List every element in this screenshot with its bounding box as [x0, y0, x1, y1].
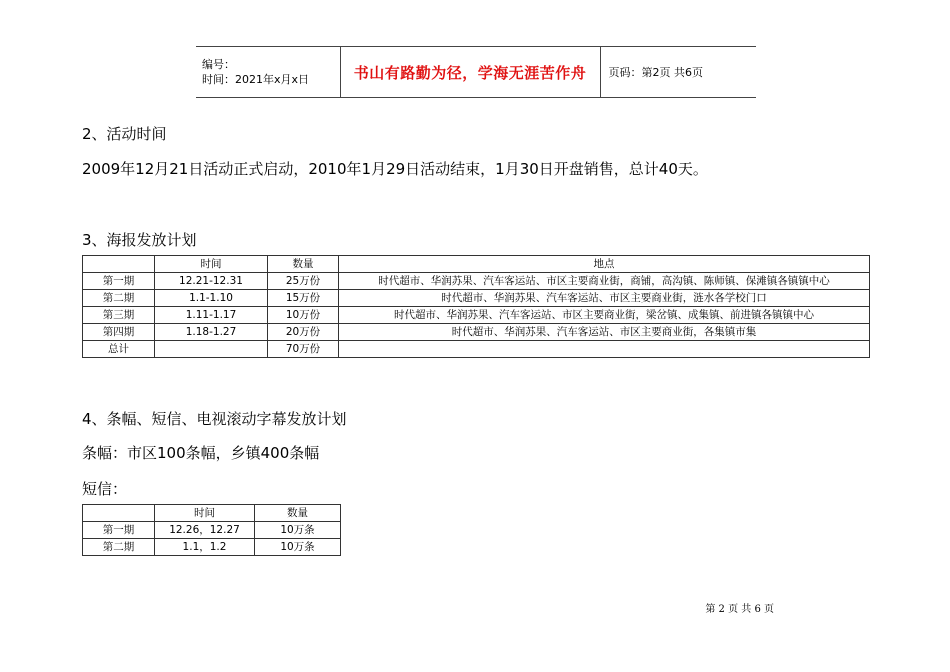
number-label: 编号：: [202, 58, 235, 71]
table-cell: 1.11-1.17: [155, 307, 268, 324]
table-cell: 时代超市、华润苏果、汽车客运站、市区主要商业街，商铺，高沟镇、陈师镇、保滩镇各镇镇中心: [339, 273, 870, 290]
table-cell: 12.26，12.27: [155, 522, 255, 539]
table-cell: 20万份: [268, 324, 339, 341]
header-page-cell: [600, 47, 756, 98]
motto-text: 书山有路勤为径，学海无涯苦作舟: [353, 63, 587, 82]
page-footer: 第 2 页 共 6 页: [705, 604, 774, 615]
column-header: [83, 256, 155, 273]
table-cell: 10万条: [255, 522, 341, 539]
column-header: 数量: [268, 256, 339, 273]
column-header: 数量: [255, 505, 341, 522]
document-header: [196, 46, 756, 98]
table-cell: 1.18-1.27: [155, 324, 268, 341]
header-motto-cell: [340, 47, 600, 98]
section-4-title: 4、条幅、短信、电视滚动字幕发放计划: [82, 410, 347, 428]
table-cell: 1.1，1.2: [155, 539, 255, 556]
table-cell: 时代超市、华润苏果、汽车客运站、市区主要商业街，各集镇市集: [339, 324, 870, 341]
table-cell: 1.1-1.10: [155, 290, 268, 307]
sms-label: 短信：: [82, 480, 128, 498]
table-cell: 时代超市、华润苏果、汽车客运站、市区主要商业街，梁岔镇、成集镇、前进镇各镇镇中心: [339, 307, 870, 324]
section-3-title: 3、海报发放计划: [82, 231, 197, 249]
table-row: [83, 341, 870, 358]
table-row: [83, 307, 870, 324]
column-header: [83, 505, 155, 522]
column-header: 时间: [155, 256, 268, 273]
table-header-row: [83, 256, 870, 273]
header-left-cell: [196, 47, 340, 98]
section-2-text: 2009年12月21日活动正式启动，2010年1月29日活动结束，1月30日开盘销售，总计40天。: [82, 160, 708, 178]
table-cell: 10万份: [268, 307, 339, 324]
table-row: [83, 290, 870, 307]
table-cell: 70万份: [268, 341, 339, 358]
time-label: 时间：2021年x月x日: [202, 73, 310, 86]
table-cell: [155, 341, 268, 358]
table-cell: 第一期: [83, 522, 155, 539]
page-label: 页码：第2页 共6页: [608, 66, 703, 79]
section-2-title: 2、活动时间: [82, 125, 167, 143]
table-cell: 10万条: [255, 539, 341, 556]
table-cell: 第四期: [83, 324, 155, 341]
table-cell: 第二期: [83, 290, 155, 307]
table-cell: 12.21-12.31: [155, 273, 268, 290]
table-row: [83, 539, 341, 556]
table-cell: 第二期: [83, 539, 155, 556]
column-header: 地点: [339, 256, 870, 273]
table-cell: 15万份: [268, 290, 339, 307]
banner-text: 条幅：市区100条幅，乡镇400条幅: [82, 444, 320, 462]
poster-plan-table: [82, 255, 870, 358]
table-cell: 第一期: [83, 273, 155, 290]
table-header-row: [83, 505, 341, 522]
sms-plan-table: [82, 504, 341, 556]
table-cell: 25万份: [268, 273, 339, 290]
table-cell: 时代超市、华润苏果、汽车客运站、市区主要商业街，涟水各学校门口: [339, 290, 870, 307]
table-row: [83, 273, 870, 290]
table-cell: 总计: [83, 341, 155, 358]
table-cell: 第三期: [83, 307, 155, 324]
table-row: [83, 324, 870, 341]
column-header: 时间: [155, 505, 255, 522]
table-cell: [339, 341, 870, 358]
table-row: [83, 522, 341, 539]
